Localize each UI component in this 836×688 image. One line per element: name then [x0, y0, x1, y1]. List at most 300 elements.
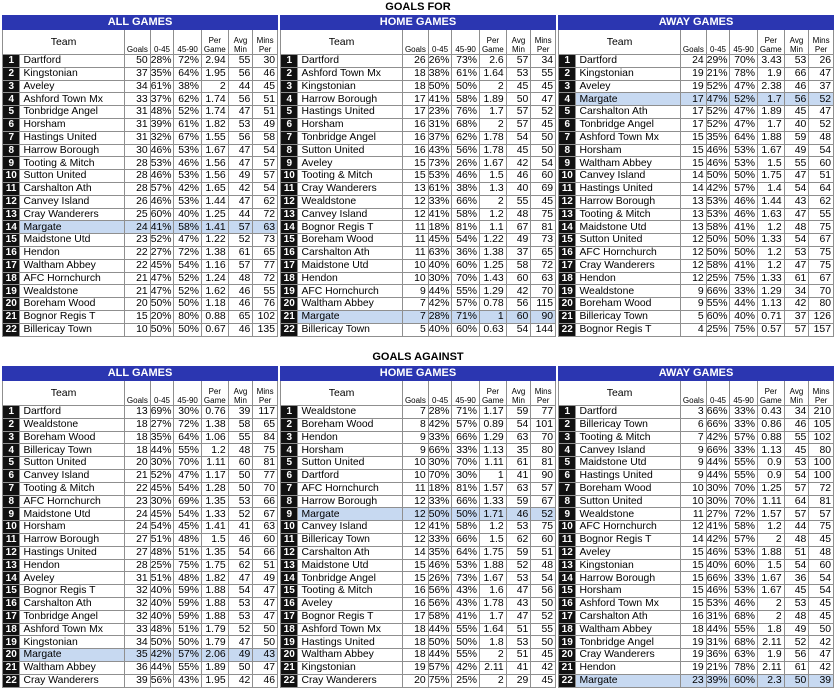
cell-mins-per: 45 [253, 80, 278, 93]
cell-goals: 37 [125, 67, 151, 80]
cell-second-half-pct: 57% [174, 649, 202, 662]
cell-avg-min: 48 [784, 221, 809, 234]
cell-team: Hastings United [576, 469, 681, 482]
cell-avg-min: 52 [228, 508, 253, 521]
cell-mins-per: 52 [531, 610, 556, 623]
cell-goals: 12 [403, 533, 429, 546]
cell-team: Ashford Town Mx [298, 67, 403, 80]
cell-goals: 26 [403, 55, 429, 68]
cell-team: Horsham [576, 585, 681, 598]
cell-goals: 24 [125, 521, 151, 534]
cell-first-half-pct: 44% [428, 649, 452, 662]
cell-mins-per: 115 [531, 298, 556, 311]
cell-per-game: 1.38 [201, 418, 228, 431]
cell-second-half-pct: 54% [174, 508, 202, 521]
cell-mins-per: 51 [253, 93, 278, 106]
cell-rank: 1 [281, 55, 298, 68]
cell-team: Margate [20, 221, 125, 234]
cell-rank: 10 [559, 170, 576, 183]
cell-team: Tooting & Mitch [576, 208, 681, 221]
cell-per-game: 1.78 [480, 597, 507, 610]
cell-first-half-pct: 46% [706, 585, 730, 598]
cell-rank: 20 [3, 298, 20, 311]
column-header-second-half: 45-90 [174, 30, 202, 55]
cell-per-game: 1.9 [757, 649, 784, 662]
cell-second-half-pct: 62% [452, 131, 480, 144]
cell-mins-per: 34 [531, 55, 556, 68]
cell-goals: 14 [681, 533, 707, 546]
cell-goals: 17 [403, 106, 429, 119]
cell-per-game: 1.88 [201, 585, 228, 598]
cell-per-game: 3.43 [757, 55, 784, 68]
cell-second-half-pct: 50% [174, 298, 202, 311]
table-row [281, 418, 556, 431]
cell-second-half-pct: 72% [174, 418, 202, 431]
cell-mins-per: 81 [253, 457, 278, 470]
cell-rank: 1 [281, 406, 298, 419]
cell-team: Canvey Island [576, 170, 681, 183]
cell-goals: 19 [681, 67, 707, 80]
cell-mins-per: 65 [531, 246, 556, 259]
cell-per-game: 1.2 [757, 221, 784, 234]
cell-first-half-pct: 33% [428, 195, 452, 208]
table-row [3, 323, 278, 336]
cell-rank: 14 [281, 221, 298, 234]
cell-goals: 18 [681, 623, 707, 636]
cell-team: Boreham Wood [298, 234, 403, 247]
cell-per-game: 0.89 [480, 418, 507, 431]
cell-mins-per: 47 [531, 93, 556, 106]
cell-second-half-pct: 80% [174, 310, 202, 323]
cell-team: Maidstone Utd [298, 259, 403, 272]
cell-avg-min: 50 [228, 482, 253, 495]
cell-team: Maidstone Utd [576, 221, 681, 234]
cell-team: Aveley [298, 597, 403, 610]
cell-team: Carshalton Ath [20, 597, 125, 610]
cell-first-half-pct: 28% [428, 310, 452, 323]
cell-second-half-pct: 60% [730, 674, 758, 687]
cell-avg-min: 42 [506, 285, 531, 298]
cell-goals: 15 [681, 559, 707, 572]
cell-second-half-pct: 30% [174, 406, 202, 419]
cell-goals: 12 [681, 259, 707, 272]
cell-per-game: 1.38 [201, 246, 228, 259]
cell-mins-per: 55 [809, 208, 834, 221]
cell-per-game: 1.33 [480, 495, 507, 508]
table-row [3, 457, 278, 470]
cell-mins-per: 100 [809, 469, 834, 482]
cell-second-half-pct: 26% [452, 157, 480, 170]
cell-per-game: 1.71 [480, 508, 507, 521]
cell-second-half-pct: 45% [174, 521, 202, 534]
cell-rank: 15 [3, 585, 20, 598]
cell-goals: 22 [125, 246, 151, 259]
column-header-per-game: Per Game [201, 381, 228, 406]
cell-goals: 33 [125, 623, 151, 636]
table-row [3, 170, 278, 183]
table-row [281, 170, 556, 183]
cell-goals: 13 [681, 195, 707, 208]
cell-team: Hastings United [20, 546, 125, 559]
table-row [281, 406, 556, 419]
cell-avg-min: 54 [784, 234, 809, 247]
cell-rank: 3 [281, 431, 298, 444]
cell-second-half-pct: 58% [730, 521, 758, 534]
cell-first-half-pct: 27% [150, 246, 174, 259]
cell-team: Hastings United [20, 131, 125, 144]
cell-team: Bognor Regis T [20, 310, 125, 323]
cell-goals: 14 [681, 182, 707, 195]
cell-per-game: 0.57 [757, 323, 784, 336]
cell-first-half-pct: 30% [428, 272, 452, 285]
cell-per-game: 1.7 [480, 610, 507, 623]
cell-avg-min: 46 [228, 323, 253, 336]
table-row [281, 182, 556, 195]
cell-team: Canvey Island [298, 208, 403, 221]
table-row [559, 298, 834, 311]
cell-rank: 15 [281, 585, 298, 598]
table-row [281, 636, 556, 649]
cell-per-game: 2.11 [757, 661, 784, 674]
cell-first-half-pct: 41% [428, 93, 452, 106]
cell-team: Hendon [20, 246, 125, 259]
cell-team: Bognor Regis T [576, 533, 681, 546]
cell-team: Ashford Town Mx [576, 597, 681, 610]
table-row [281, 157, 556, 170]
cell-avg-min: 41 [228, 521, 253, 534]
cell-mins-per: 30 [253, 55, 278, 68]
cell-team: Bognor Regis T [20, 585, 125, 598]
cell-per-game: 1.2 [757, 246, 784, 259]
cell-mins-per: 135 [253, 323, 278, 336]
cell-mins-per: 50 [809, 623, 834, 636]
cell-second-half-pct: 54% [452, 234, 480, 247]
table-row [3, 482, 278, 495]
cell-per-game: 0.86 [757, 418, 784, 431]
cell-team: Cray Wanderers [20, 674, 125, 687]
table-row [281, 431, 556, 444]
cell-second-half-pct: 40% [174, 208, 202, 221]
cell-first-half-pct: 45% [150, 259, 174, 272]
cell-rank: 13 [559, 559, 576, 572]
cell-first-half-pct: 58% [428, 610, 452, 623]
cell-per-game: 0.88 [757, 431, 784, 444]
cell-avg-min: 50 [506, 93, 531, 106]
cell-rank: 19 [281, 285, 298, 298]
column-header-team: Team [281, 30, 403, 55]
cell-per-game: 1.64 [480, 67, 507, 80]
cell-avg-min: 54 [228, 585, 253, 598]
cell-rank: 6 [281, 469, 298, 482]
goals-for-title: GOALS FOR [385, 1, 451, 13]
cell-first-half-pct: 52% [706, 80, 730, 93]
cell-mins-per: 45 [809, 610, 834, 623]
table-row [3, 298, 278, 311]
cell-first-half-pct: 69% [150, 406, 174, 419]
cell-rank: 10 [281, 521, 298, 534]
column-header-mins-per: Mins Per [253, 30, 278, 55]
cell-first-half-pct: 43% [428, 144, 452, 157]
cell-first-half-pct: 46% [706, 546, 730, 559]
table-row [281, 661, 556, 674]
cell-per-game: 1.13 [757, 444, 784, 457]
cell-avg-min: 56 [506, 298, 531, 311]
table-row [559, 157, 834, 170]
cell-per-game: 1.13 [757, 298, 784, 311]
cell-team: Billericay Town [576, 418, 681, 431]
cell-per-game: 1.95 [201, 67, 228, 80]
cell-goals: 15 [125, 310, 151, 323]
cell-mins-per: 90 [531, 469, 556, 482]
column-header-per-game: Per Game [201, 30, 228, 55]
cell-first-half-pct: 21% [706, 661, 730, 674]
cell-rank: 8 [281, 495, 298, 508]
cell-goals: 9 [403, 444, 429, 457]
cell-first-half-pct: 66% [706, 572, 730, 585]
cell-second-half-pct: 57% [452, 418, 480, 431]
table-row [3, 55, 278, 68]
cell-second-half-pct: 54% [174, 482, 202, 495]
cell-rank: 18 [281, 623, 298, 636]
cell-second-half-pct: 68% [730, 636, 758, 649]
cell-per-game: 1.3 [480, 182, 507, 195]
column-header-mins-per: Mins Per [809, 381, 834, 406]
cell-goals: 18 [403, 636, 429, 649]
cell-first-half-pct: 30% [150, 495, 174, 508]
cell-second-half-pct: 55% [452, 649, 480, 662]
cell-mins-per: 77 [531, 406, 556, 419]
column-header-first-half: 0-45 [150, 381, 174, 406]
cell-first-half-pct: 42% [706, 533, 730, 546]
cell-second-half-pct: 51% [174, 623, 202, 636]
cell-second-half-pct: 48% [174, 533, 202, 546]
cell-second-half-pct: 72% [730, 508, 758, 521]
cell-first-half-pct: 66% [428, 444, 452, 457]
column-header-second-half: 45-90 [730, 30, 758, 55]
cell-second-half-pct: 69% [174, 495, 202, 508]
cell-goals: 7 [403, 298, 429, 311]
cell-goals: 21 [125, 285, 151, 298]
cell-first-half-pct: 40% [150, 585, 174, 598]
cell-rank: 15 [559, 234, 576, 247]
cell-team: Billericay Town [298, 323, 403, 336]
table-banner: AWAY GAMES [559, 16, 834, 30]
cell-goals: 11 [403, 221, 429, 234]
cell-team: Waltham Abbey [298, 649, 403, 662]
cell-mins-per: 70 [531, 431, 556, 444]
table-row [559, 55, 834, 68]
cell-mins-per: 52 [531, 508, 556, 521]
cell-avg-min: 59 [506, 406, 531, 419]
cell-avg-min: 56 [228, 93, 253, 106]
cell-avg-min: 49 [784, 623, 809, 636]
cell-per-game: 0.43 [757, 406, 784, 419]
cell-avg-min: 57 [506, 55, 531, 68]
table-banner: AWAY GAMES [559, 367, 834, 381]
cell-per-game: 1.22 [480, 234, 507, 247]
goals-for-away-table [558, 15, 834, 337]
cell-team: Tonbridge Angel [20, 610, 125, 623]
cell-per-game: 0.67 [201, 323, 228, 336]
cell-rank: 12 [559, 546, 576, 559]
cell-per-game: 1.5 [480, 170, 507, 183]
cell-rank: 19 [281, 636, 298, 649]
cell-mins-per: 52 [531, 106, 556, 119]
cell-team: Wealdstone [20, 285, 125, 298]
cell-second-half-pct: 70% [730, 55, 758, 68]
cell-goals: 50 [125, 55, 151, 68]
cell-avg-min: 58 [228, 418, 253, 431]
cell-second-half-pct: 68% [452, 118, 480, 131]
cell-avg-min: 47 [228, 144, 253, 157]
cell-rank: 21 [559, 310, 576, 323]
cell-first-half-pct: 58% [706, 221, 730, 234]
cell-goals: 5 [681, 310, 707, 323]
table-row [3, 234, 278, 247]
table-row [3, 131, 278, 144]
cell-avg-min: 47 [228, 636, 253, 649]
cell-team: Billericay Town [576, 310, 681, 323]
cell-mins-per: 72 [253, 272, 278, 285]
goals-against-home-table [280, 366, 556, 688]
cell-goals: 10 [403, 272, 429, 285]
table-row [281, 623, 556, 636]
cell-first-half-pct: 48% [150, 106, 174, 119]
cell-team: Waltham Abbey [576, 157, 681, 170]
cell-avg-min: 46 [784, 418, 809, 431]
cell-team: Bognor Regis T [298, 610, 403, 623]
table-row [559, 521, 834, 534]
cell-second-half-pct: 50% [452, 636, 480, 649]
table-row [559, 406, 834, 419]
cell-avg-min: 49 [228, 170, 253, 183]
cell-rank: 18 [3, 623, 20, 636]
cell-mins-per: 51 [253, 106, 278, 119]
cell-avg-min: 46 [228, 285, 253, 298]
cell-second-half-pct: 43% [452, 585, 480, 598]
cell-goals: 32 [125, 597, 151, 610]
cell-team: Dartford [298, 55, 403, 68]
column-header-mins-per: Mins Per [531, 30, 556, 55]
cell-goals: 9 [681, 285, 707, 298]
cell-rank: 6 [281, 118, 298, 131]
cell-second-half-pct: 47% [174, 234, 202, 247]
cell-second-half-pct: 52% [730, 93, 758, 106]
table-row [3, 469, 278, 482]
cell-team: AFC Hornchurch [298, 482, 403, 495]
cell-goals: 11 [681, 508, 707, 521]
cell-team: Canvey Island [576, 444, 681, 457]
cell-mins-per: 54 [809, 144, 834, 157]
table-row [3, 431, 278, 444]
cell-mins-per: 66 [253, 495, 278, 508]
cell-goals: 18 [403, 67, 429, 80]
cell-goals: 8 [403, 418, 429, 431]
column-header-team: Team [559, 30, 681, 55]
cell-rank: 17 [559, 610, 576, 623]
cell-goals: 24 [125, 508, 151, 521]
cell-per-game: 1.29 [757, 285, 784, 298]
cell-goals: 16 [681, 610, 707, 623]
cell-per-game: 2 [480, 195, 507, 208]
cell-first-half-pct: 27% [706, 508, 730, 521]
cell-per-game: 1.22 [201, 234, 228, 247]
cell-rank: 20 [281, 649, 298, 662]
cell-rank: 22 [559, 674, 576, 687]
cell-avg-min: 50 [784, 674, 809, 687]
table-row [281, 508, 556, 521]
table-row [3, 246, 278, 259]
cell-team: Horsham [298, 118, 403, 131]
cell-first-half-pct: 40% [428, 259, 452, 272]
cell-team: Boreham Wood [576, 298, 681, 311]
cell-team: Wealdstone [20, 418, 125, 431]
cell-team: Kingstonian [20, 636, 125, 649]
cell-goals: 31 [125, 131, 151, 144]
column-header-per-game: Per Game [480, 381, 507, 406]
cell-team: Tonbridge Angel [298, 572, 403, 585]
cell-goals: 16 [403, 131, 429, 144]
cell-avg-min: 44 [228, 208, 253, 221]
cell-per-game: 1.74 [201, 106, 228, 119]
cell-second-half-pct: 38% [452, 182, 480, 195]
cell-team: Dartford [576, 406, 681, 419]
cell-second-half-pct: 70% [730, 482, 758, 495]
cell-team: Aveley [20, 572, 125, 585]
table-row [281, 259, 556, 272]
cell-goals: 18 [125, 431, 151, 444]
cell-second-half-pct: 50% [174, 636, 202, 649]
cell-avg-min: 54 [506, 323, 531, 336]
cell-rank: 21 [281, 310, 298, 323]
cell-team: Tonbridge Angel [20, 106, 125, 119]
cell-per-game: 1.2 [480, 208, 507, 221]
table-row [559, 674, 834, 687]
cell-second-half-pct: 57% [730, 431, 758, 444]
cell-second-half-pct: 43% [174, 674, 202, 687]
cell-first-half-pct: 44% [150, 661, 174, 674]
cell-first-half-pct: 66% [706, 418, 730, 431]
table-row [3, 272, 278, 285]
cell-mins-per: 60 [531, 533, 556, 546]
cell-avg-min: 37 [506, 246, 531, 259]
cell-avg-min: 53 [784, 597, 809, 610]
cell-per-game: 1.7 [757, 118, 784, 131]
cell-second-half-pct: 44% [730, 298, 758, 311]
cell-rank: 2 [281, 67, 298, 80]
table-row [559, 106, 834, 119]
cell-mins-per: 51 [809, 170, 834, 183]
cell-second-half-pct: 81% [452, 221, 480, 234]
cell-second-half-pct: 72% [174, 246, 202, 259]
cell-per-game: 1.8 [480, 636, 507, 649]
cell-goals: 11 [403, 234, 429, 247]
cell-rank: 14 [3, 572, 20, 585]
cell-first-half-pct: 38% [428, 67, 452, 80]
cell-rank: 17 [3, 610, 20, 623]
cell-second-half-pct: 50% [730, 234, 758, 247]
cell-goals: 10 [403, 259, 429, 272]
table-row [3, 495, 278, 508]
cell-avg-min: 61 [784, 272, 809, 285]
cell-team: Tooting & Mitch [20, 482, 125, 495]
cell-goals: 15 [681, 546, 707, 559]
cell-mins-per: 46 [253, 67, 278, 80]
cell-mins-per: 84 [253, 431, 278, 444]
cell-goals: 23 [125, 234, 151, 247]
table-row [559, 636, 834, 649]
cell-avg-min: 43 [506, 597, 531, 610]
